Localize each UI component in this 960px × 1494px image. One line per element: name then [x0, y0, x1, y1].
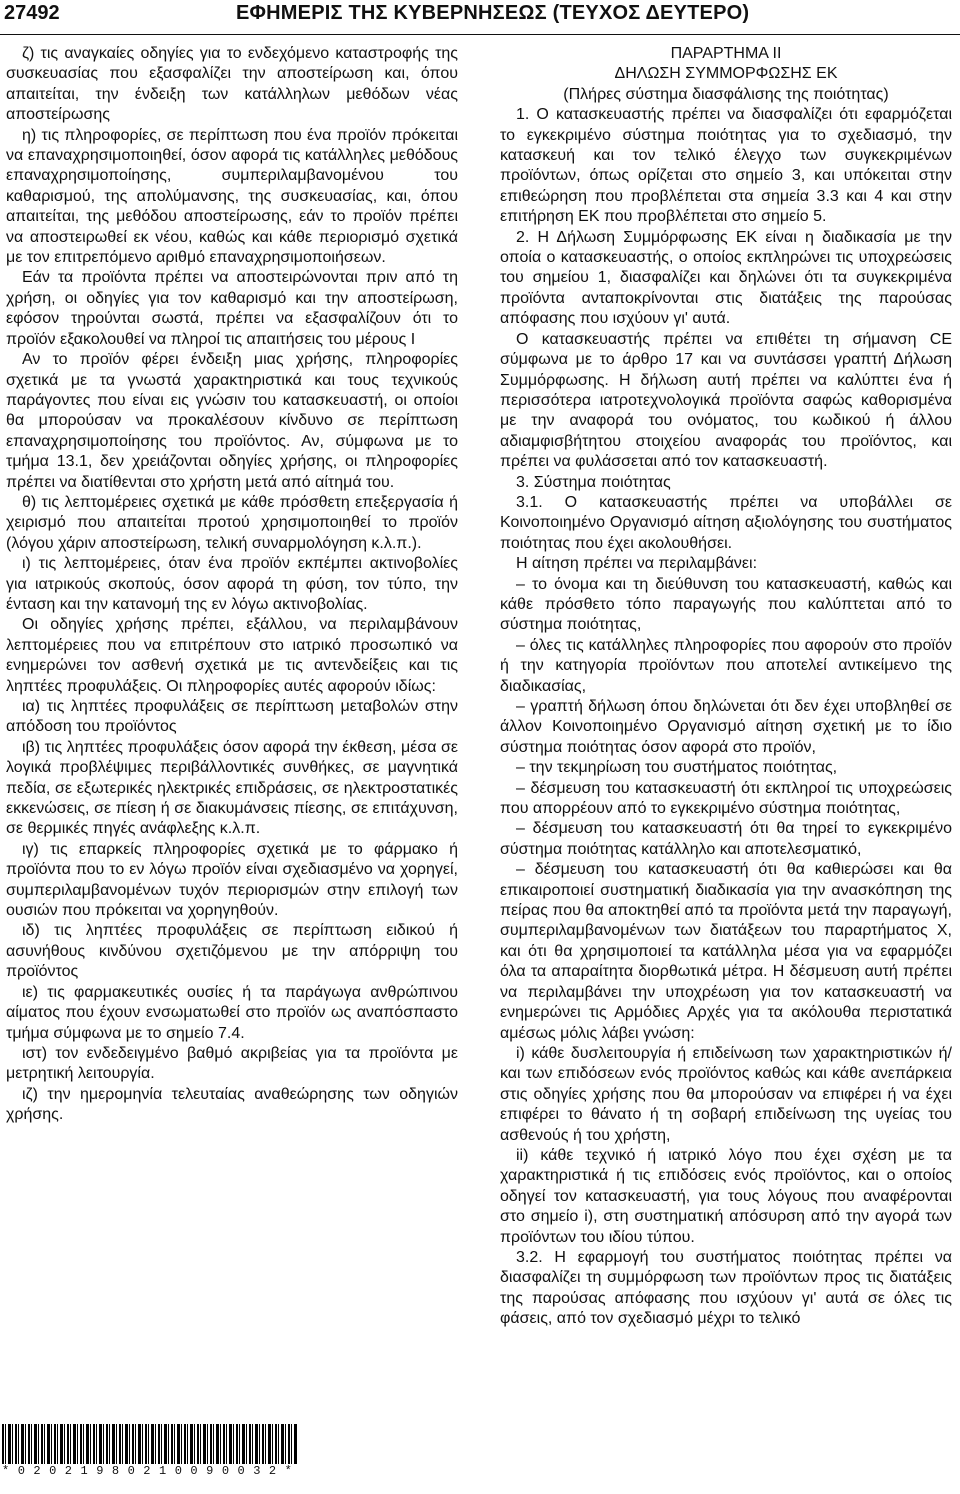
paragraph: Εάν τα προϊόντα πρέπει να αποστειρώνονται πριν από τη χρήση, οι οδηγίες για τον καθαρισμό και την αποστείρωση, εφόσον τηρούνται σωστά, πρέπει να εξασφαλίζουν ότι το προϊόν εξακολουθεί να πληροί τις απαιτήσεις του μέρους Ι	[6, 269, 458, 348]
paragraph: 2. Η Δήλωση Συμμόρφωσης ΕΚ είναι η διαδικασία με την οποία ο κατασκευαστής, ο οποίος εκπληρώνει τις υποχρεώσεις του σημείου 1, διασφαλίζει και δηλώνει ότι τα συγκεκριμένα προϊόντα ανταποκρίνονται στις διατάξεις της παρούσας απόφασης που ισχύουν γι' αυτά.	[500, 228, 952, 328]
paragraph: Η αίτηση πρέπει να περιλαμβάνει:	[516, 555, 758, 573]
list-item: – δέσμευση του κατασκευαστή ότι θα τηρεί το εγκεκριμένο σύστημα ποιότητας κατάλληλο και αποτελεσματικό,	[500, 820, 952, 858]
paragraph: ιβ) τις ληπτέες προφυλάξεις όσον αφορά την έκθεση, μέσα σε λογικά προβλέψιμες περιβάλλοντικές συνθήκες, σε μαγνητικά πεδία, σε εξωτερικές ηλεκτρικές επιδράσεις, σε ηλεκτροστατικές εκκενώσεις, σε πίεση ή σε διακυμάνσεις πίεσης, σε επιτάχυνση, σε θερμικές πηγές ανάφλεξης κ.λ.π.	[6, 738, 458, 838]
list-item: ii) κάθε τεχνικό ή ιατρικό λόγο που έχει σχέση με τα χαρακτηριστικά ή τις επιδόσεις ενός προϊόντος, και ο οποίος οδηγεί τον κατασκευαστή, για τους λόγους που αναφέρονται στο σημείο i), στη συστηματική απόσυρση από την αγορά των προϊόντων του ιδίου τύπου.	[500, 1146, 952, 1246]
gazette-title: ΕΦΗΜΕΡΙΣ ΤΗΣ ΚΥΒΕΡΝΗΣΕΩΣ (ΤΕΥΧΟΣ ΔΕΥΤΕΡΟ)	[236, 2, 750, 24]
paragraph: 3.1. Ο κατασκευαστής πρέπει να υποβάλλει σε Κοινοποιημένο Οργανισμό αίτηση αξιολόγησης του συστήματος ποιότητας που έχει ακολουθήσει.	[500, 493, 952, 552]
paragraph: ζ) τις αναγκαίες οδηγίες για το ενδεχόμενο καταστροφής της συσκευασίας που εξασφαλίζει την αποστείρωση και, όπου απαιτείται, την ένδειξη των κατάλληλων μεθόδων νέας αποστείρωσης	[6, 45, 458, 124]
list-item: i) κάθε δυσλειτουργία ή επιδείνωση των χαρακτηριστικών ή/και των επιδόσεων ενός προϊόντος καθώς και κάθε ανεπάρκεια στις οδηγίες χρήσης που θα μπορούσαν να επιφέρει ή να έχει επιφέρει το θάνατο ή τη σοβαρή επιδείνωση της υγείας του ασθενούς ή του χρήστη,	[500, 1044, 952, 1144]
page-header	[0, 0, 960, 35]
left-column	[6, 44, 458, 1126]
list-item: – την τεκμηρίωση του συστήματος ποιότητας,	[516, 759, 838, 777]
paragraph: ιγ) τις επαρκείς πληροφορίες σχετικά με το φάρμακο ή προϊόντα που το εν λόγω προϊόν είναι σχεδιασμένο να χορηγεί, συμπεριλαμβανομένων τυχόν περιορισμών στην επιλογή των ουσιών που πρόκειται να χορηγηθούν.	[6, 840, 458, 920]
paragraph: ιστ) τον ενδεδειγμένο βαθμό ακριβείας για τα προϊόντα με μετρητική λειτουργία.	[6, 1044, 458, 1083]
paragraph: Οι οδηγίες χρήσης πρέπει, εξάλλου, να περιλαμβάνουν λεπτομέρειες που να επιτρέπουν στο ιατρικό προσωπικό να ενημερώνει τον ασθενή σχετικά με τις αντενδείξεις και τις ληπτέες προφυλάξεις. Οι πληροφορίες αυτές αφορούν ιδίως:	[6, 616, 458, 695]
right-column	[500, 44, 952, 1330]
paragraph: 3.2. Η εφαρμογή του συστήματος ποιότητας πρέπει να διασφαλίζει τη συμμόρφωση των προϊόντων προς τις διατάξεις της παρούσας απόφασης που ισχύουν γι' αυτά σε όλες τις φάσεις, από τον σχεδιασμό μέχρι το τελικό	[500, 1248, 952, 1328]
paragraph: Αν το προϊόν φέρει ένδειξη μιας χρήσης, πληροφορίες σχετικά με τα γνωστά χαρακτηριστικά και τους τεχνικούς παράγοντες που είναι εις γνώσιν του κατασκευαστή, οι οποίοι θα μπορούσαν να προκαλέσουν κίνδυνο σε περίπτωση επαναχρησιμοποίησης του προϊόντος. Αν, σύμφωνα με το τμήμα 13.1, δεν χρειάζονται οδηγίες χρήσης, οι πληροφορίες πρέπει να διατίθενται στο χρήστη μετά από αίτημά του.	[6, 351, 458, 491]
list-item: – γραπτή δήλωση όπου δηλώνεται ότι δεν έχει υποβληθεί σε άλλον Κοινοποιημένο Οργανισμό αίτηση σχετική με το ίδιο σύστημα ποιότητας όσον αφορά στο προϊόν,	[500, 698, 952, 756]
paragraph: ι) τις λεπτομέρειες, όταν ένα προϊόν εκπέμπει ακτινοβολίες για ιατρικούς σκοπούς, όσον αφορά τη φύση, τον τύπο, την ένταση και την κατανομή της εν λόγω ακτινοβολίας.	[6, 555, 458, 613]
annex-title: ΠΑΡΑΡΤΗΜΑ ΙΙ	[670, 45, 782, 62]
barcode	[2, 1424, 301, 1478]
page-number: 27492	[4, 2, 60, 24]
annex-subtitle: ΔΗΛΩΣΗ ΣΥΜΜΟΡΦΩΣΗΣ ΕΚ	[614, 65, 838, 83]
list-item: – όλες τις κατάλληλες πληροφορίες που αφορούν στο προϊόν ή την κατηγορία προϊόντων που αποτελεί αντικείμενο της διαδικασίας,	[500, 636, 952, 695]
annex-heading	[500, 44, 952, 105]
list-item: – δέσμευση του κατασκευαστή ότι εκπληροί τις υποχρεώσεις που απορρέουν από το εγκεκριμένο σύστημα ποιότητας,	[500, 779, 952, 818]
list-item: – δέσμευση του κατασκευαστή ότι θα καθιερώσει και θα επικαιροποιεί συστηματική διαδικασία για την ανασκόπηση της πείρας που θα αποκτηθεί από τα προϊόντα μετά την παραγωγή, συμπεριλαμβανομένων των διατάξεων του παραρτήματος Χ, και ότι θα χρησιμοποιεί τα κατάλληλα μέσα για να εφαρμόζει όλα τα απαραίτητα διορθωτικά μέτρα. Η δέσμευση αυτή πρέπει να περιλαμβάνει την υποχρέωση για τον κατασκευαστή να ενημερώνει τις Αρμόδιες Αρχές για τα ακόλουθα περιστατικά αμέσως μόλις λάβει γνώση:	[500, 861, 952, 1042]
barcode-bars	[2, 1424, 298, 1466]
paragraph: η) τις πληροφορίες, σε περίπτωση που ένα προϊόν πρόκειται να επαναχρησιμοποιηθεί, όσον αφορά τις κατάλληλες μεθόδους επαναχρησιμοποίησης, συμπεριλαμβανομένου του καθαρισμού, της απολύμανσης, της συσκευασίας, και, όπου απαιτείται, της μεθόδου αποστείρωσης, εάν το προϊόν πρέπει να αποστειρωθεί εκ νέου, καθώς και κάθε περιορισμό σχετικά με τον επιτρεπόμενο αριθμό επαναχρησιμοποιήσεων.	[6, 126, 458, 267]
paragraph: ιε) τις φαρμακευτικές ουσίες ή τα παράγωγα ανθρώπινου αίματος που έχουν ενσωματωθεί στο προϊόν ως αναπόσπαστο τμήμα σύμφωνα με το σημείο 7.4.	[6, 983, 458, 1042]
paragraph: ιζ) την ημερομηνία τελευταίας αναθεώρησης των οδηγιών χρήσης.	[6, 1085, 458, 1124]
barcode-digits: *02021980210090032*	[2, 1464, 301, 1478]
paragraph: Ο κατασκευαστής πρέπει να επιθέτει τη σήμανση CE σύμφωνα με το άρθρο 17 και να συντάσσει γραπτή Δήλωση Συμμόρφωσης. Η δήλωση αυτή πρέπει να καλύπτει ένα ή περισσότερα ιατροτεχνολογικά προϊόντα σαφώς καθορισμένα με την αναφορά του ονόματος, του κωδικού ή άλλου αδιαμφισβήτητου στοιχείου αναφοράς του προϊόντος, και πρέπει να φυλάσσεται από τον κατασκευαστή.	[500, 330, 952, 471]
list-item: – το όνομα και τη διεύθυνση του κατασκευαστή, καθώς και κάθε πρόσθετο τόπο παραγωγής που καλύπτεται από το σύστημα ποιότητας,	[500, 575, 952, 634]
section-heading: 3. Σύστημα ποιότητας	[516, 473, 671, 491]
paragraph: 1. Ο κατασκευαστής πρέπει να διασφαλίζει ότι εφαρμόζεται το εγκεκριμένο σύστημα ποιότητας για το σχεδιασμό, την κατασκευή και τον τελικό έλεγχο των συγκεκριμένων προϊόντων, όπως ορίζεται στο σημείο 3, και υπόκειται στην επιθεώρηση που προβλέπεται στα σημεία 3.3 και 4 και στην επιτήρηση ΕΚ που προβλέπεται στο σημείο 5.	[500, 106, 952, 226]
annex-note: (Πλήρες σύστημα διασφάλισης της ποιότητας)	[563, 85, 889, 103]
paragraph: ια) τις ληπτέες προφυλάξεις σε περίπτωση μεταβολών στην απόδοση του προϊόντος	[6, 698, 458, 736]
paragraph: ιδ) τις ληπτέες προφυλάξεις σε περίπτωση ειδικού ή ασυνήθους κινδύνου σχετιζόμενου με την απόρριψη του προϊόντος	[6, 922, 458, 981]
paragraph: θ) τις λεπτομέρειες σχετικά με κάθε πρόσθετη επεξεργασία ή χειρισμό που απαιτείται προτού χρησιμοποιηθεί το προϊόν (λόγου χάριν αποστείρωση, τελική συναρμολόγηση κ.λ.π.).	[6, 493, 458, 552]
